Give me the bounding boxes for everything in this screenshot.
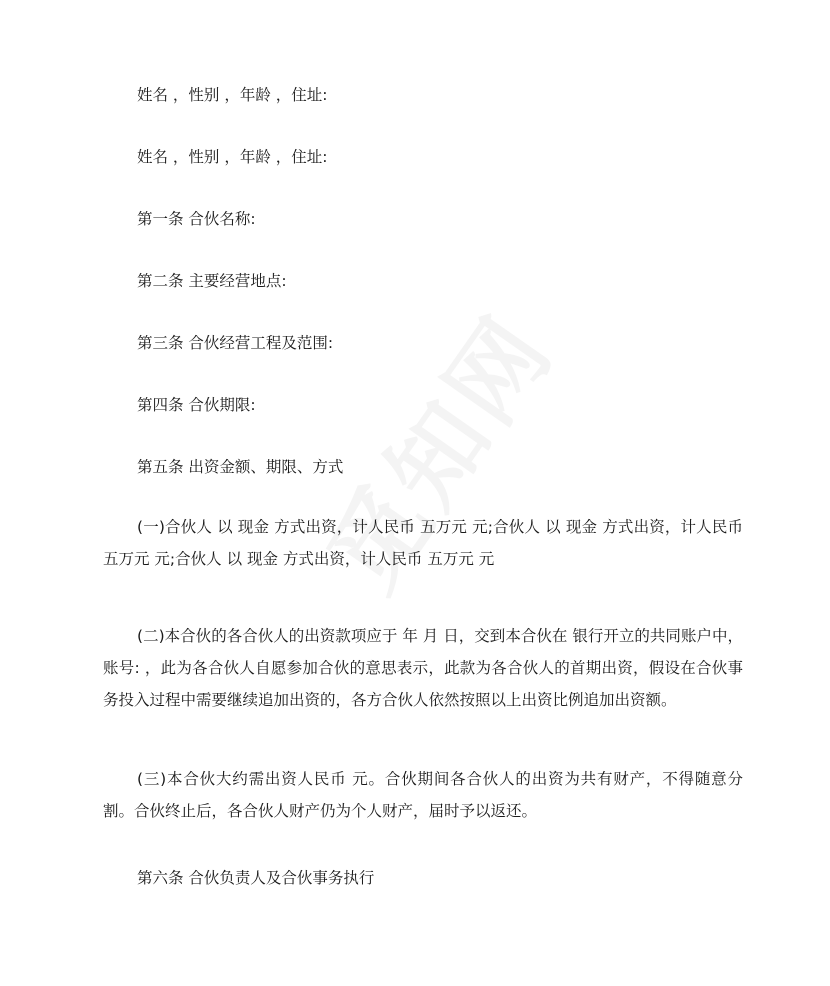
clause-5-1-contribution-method: (一)合伙人 以 现金 方式出资，计人民币 五万元 元;合伙人 以 现金 方式出资，计人民币 五万元 元;合伙人 以 现金 方式出资，计人民币 五万元 元	[103, 518, 743, 568]
article-4-partnership-term: 第四条 合伙期限:	[137, 396, 256, 414]
article-6-partnership-management: 第六条 合伙负责人及合伙事务执行	[137, 869, 375, 887]
clause-5-3-total-capital: (三)本合伙大约需出资人民币 元。合伙期间各合伙人的出资为共有财产，不得随意分割。合伙终止后，各合伙人财产仍为个人财产，届时予以返还。	[103, 770, 743, 820]
article-2-business-location: 第二条 主要经营地点:	[137, 272, 287, 290]
clause-5-2-contribution-deadline: (二)本合伙的各合伙人的出资款项应于 年 月 日，交到本合伙在 银行开立的共同账户中，账号: ，此为各合伙人自愿参加合伙的意思表示，此款为各合伙人的首期出资，假设在合伙事务投入过程中需要继续追加出资的，各方合伙人依然按照以上出资比例追加出资额。	[103, 627, 743, 709]
article-3-business-scope: 第三条 合伙经营工程及范围:	[137, 334, 334, 352]
article-5-capital-contribution: 第五条 出资金额、期限、方式	[137, 458, 344, 476]
party-info-line-2: 姓名 ，性别 ，年龄 ，住址:	[137, 148, 328, 166]
party-info-line-1: 姓名 ，性别 ，年龄 ，住址:	[137, 86, 328, 104]
article-1-partnership-name: 第一条 合伙名称:	[137, 210, 256, 228]
